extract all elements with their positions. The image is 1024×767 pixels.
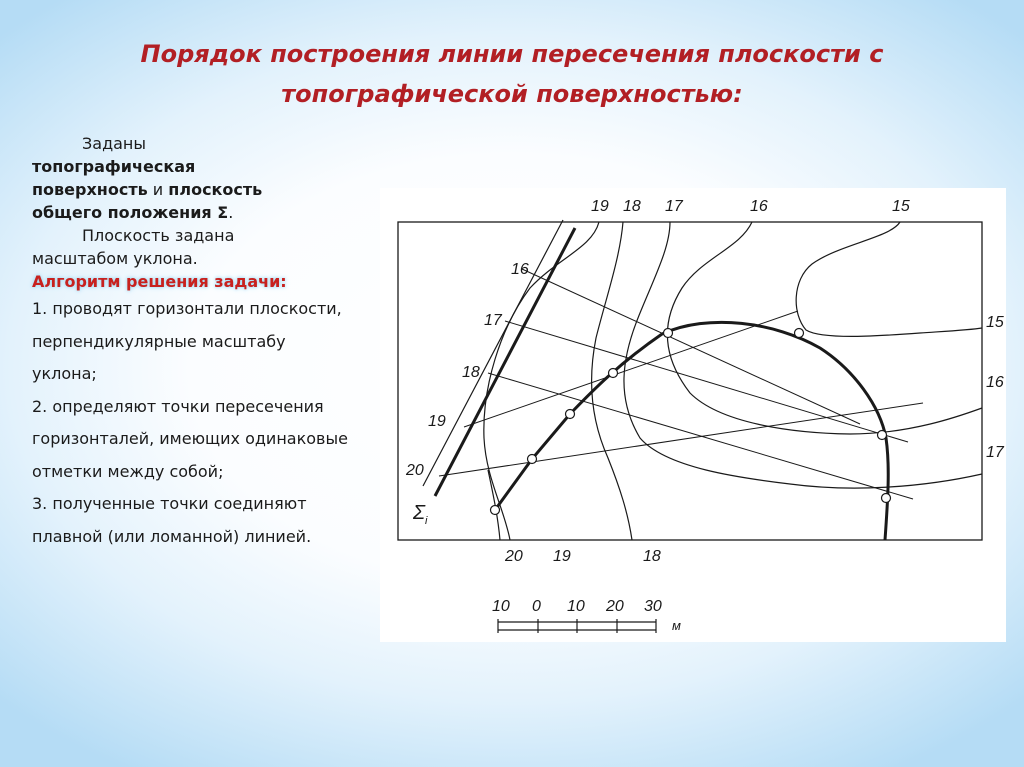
- point-6: [795, 329, 804, 338]
- bar-label-20: 20: [606, 598, 624, 615]
- top-label-15: 15: [892, 198, 910, 215]
- bar-scale: [498, 619, 656, 633]
- scale-label-16: 16: [511, 261, 529, 278]
- contour-19: [484, 222, 599, 540]
- contour-17-top: [624, 222, 982, 488]
- bar-label-10-left: 10: [492, 598, 510, 615]
- horizontal-17: [505, 321, 908, 442]
- bar-label-0: 0: [532, 598, 541, 615]
- sigma-symbol: Σ: [413, 502, 425, 524]
- plane-given-text: Плоскость задана: [82, 226, 235, 245]
- right-label-17: 17: [986, 444, 1004, 461]
- period: .: [228, 203, 234, 222]
- title-line-1: Порядок построения линии пересечения плоскости с: [140, 40, 884, 68]
- slide-title: [20, 34, 1004, 114]
- topo-term: топографическая: [32, 157, 196, 176]
- point-5: [664, 329, 673, 338]
- plane-horizontals: [439, 269, 923, 499]
- scale-label-17: 17: [484, 312, 502, 329]
- scale-label-20: 20: [406, 462, 424, 479]
- contour-15-top: [796, 222, 982, 336]
- algorithm-heading: Алгоритм решения задачи:: [32, 272, 287, 291]
- top-label-19: 19: [591, 198, 609, 215]
- point-2: [528, 455, 537, 464]
- scale-label-18: 18: [462, 364, 480, 381]
- surface-term: поверхность: [32, 180, 148, 199]
- bar-label-10: 10: [567, 598, 585, 615]
- map-frame: [398, 222, 982, 540]
- description-text: [32, 132, 352, 553]
- top-label-17: 17: [665, 198, 683, 215]
- figure-drawing: [380, 188, 1006, 642]
- plane-term: плоскость: [168, 180, 263, 199]
- bottom-label-18: 18: [643, 548, 661, 565]
- top-label-16: 16: [750, 198, 768, 215]
- sigma-label: [413, 502, 427, 527]
- point-7: [878, 431, 887, 440]
- bottom-label-19: 19: [553, 548, 571, 565]
- given-text: Заданы: [82, 134, 147, 153]
- point-8: [882, 494, 891, 503]
- right-label-16: 16: [986, 374, 1004, 391]
- top-label-18: 18: [623, 198, 641, 215]
- title-line-2: топографической поверхностью:: [281, 80, 743, 108]
- intersection-line: [495, 322, 888, 540]
- bottom-label-20: 20: [505, 548, 523, 565]
- right-label-15: 15: [986, 314, 1004, 331]
- step-2: 2. определяют точки пересечения горизонталей, имеющих одинаковые отметки между собой;: [32, 396, 348, 481]
- point-3: [566, 410, 575, 419]
- horizontal-20: [439, 403, 923, 476]
- scale-label-19: 19: [428, 413, 446, 430]
- general-position-term: общего положения Σ: [32, 203, 229, 222]
- bar-label-30: 30: [644, 598, 662, 615]
- topographic-figure: [380, 188, 1006, 642]
- point-1: [491, 506, 500, 515]
- point-4: [609, 369, 618, 378]
- horizontal-19: [464, 311, 798, 427]
- given-objects: [32, 155, 352, 224]
- bar-unit: м: [672, 618, 681, 633]
- scale-of-slope-thick: [435, 228, 575, 496]
- sigma-subscript: i: [425, 515, 428, 527]
- scale-text: масштабом уклона.: [32, 249, 198, 268]
- contour-16-top: [667, 222, 982, 434]
- horizontal-16: [522, 269, 860, 424]
- and-word: и: [147, 180, 169, 199]
- topo-contours: [484, 222, 982, 540]
- step-1: 1. проводят горизонтали плоскости, перпендикулярные масштабу уклона;: [32, 299, 342, 383]
- step-3: 3. полученные точки соединяют плавной (или ломанной) линией.: [32, 494, 312, 546]
